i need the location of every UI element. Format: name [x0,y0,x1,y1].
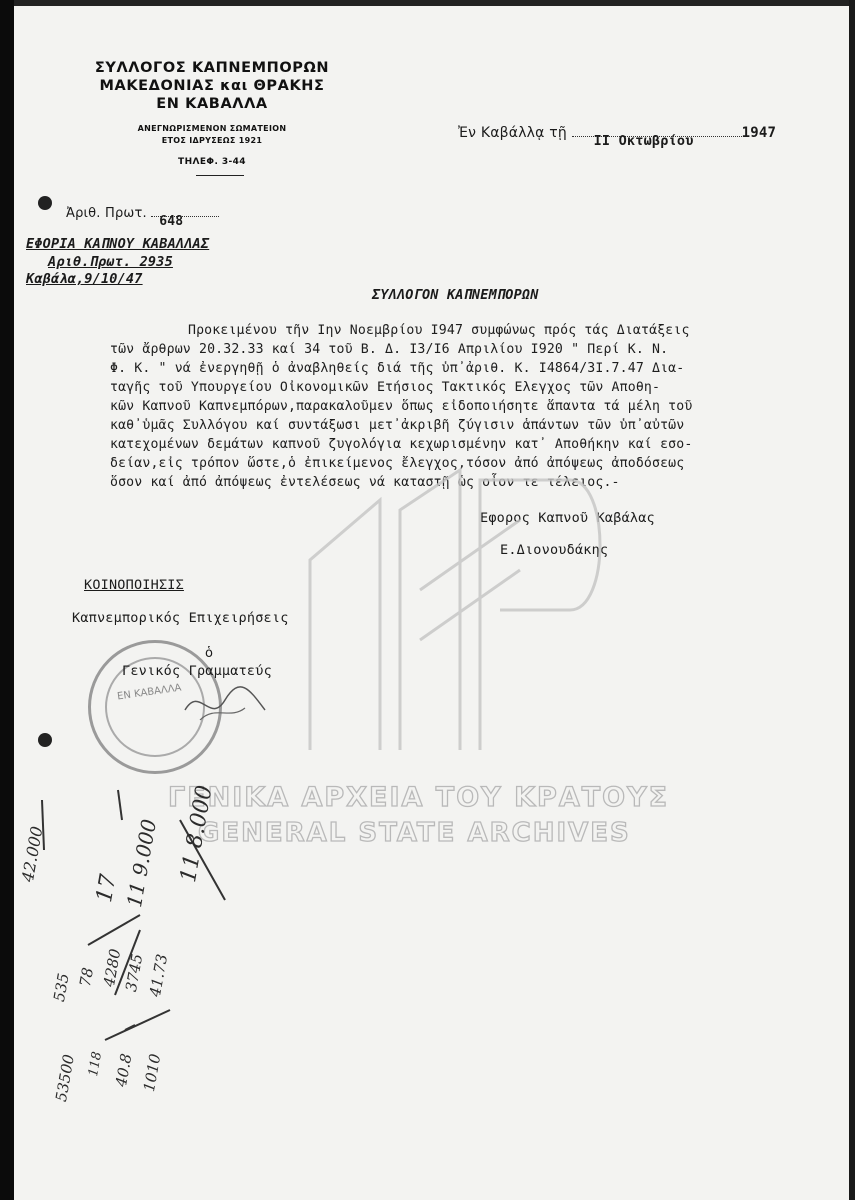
letterhead-line3: ΕΝ ΚΑΒΑΛΛΑ [156,96,268,112]
body-line-5: κῶν Καπνοῦ Καπνεμπόρων,παρακαλοῦμεν ὅπως εἰδοποιήσητε ἅπαντα τά μέλη τοῦ [110,399,693,414]
body-line-8: δείαν,εἰς τρόπον ὥστε,ὁ ἐπικείμενος ἔλεγχος,τόσον ἀπό ἀπόψεως ἀποδόσεως [110,456,685,471]
hand-number-5: 535 [50,971,73,1004]
body-line-6: καθ᾽ὑμᾶς Συλλόγου καί συντάξωσι μετ᾽ἀκριβῆ ζύγισιν ἁπάντων τῶν ὑπ᾽αὐτῶν [110,418,685,433]
hand-number-7: 4280 [100,947,125,989]
secretary-article: ὁ [205,646,214,661]
addressee: ΣΥΛΛΟΓΟΝ ΚΑΠΝΕΜΠΟΡΩΝ [372,287,539,303]
scan-edge-top [0,0,855,6]
stamp-text: ΕΝ ΚΑΒΑΛΛΑ [116,682,183,703]
hand-number-8: 3745 [122,952,147,994]
body-line-3: Φ. Κ. " νά ἐνεργηθῇ ὁ ἀναβληθείς διά τῆς ὑπ᾽ἀριθ. Κ. Ι4864/3Ι.7.47 Δια- [110,361,685,376]
cc-recipient: Καπνεμπορικός Επιχειρήσεις [72,610,289,626]
letterhead-phone: ΤΗΛΕΦ. 3-44 [178,157,246,167]
scan-edge-left [0,0,14,1200]
protocol-line [66,206,219,229]
cc-heading: ΚΟΙΝΟΠΟΙΗΣΙΣ [84,577,184,593]
date-prefix: Ἐν Καβάλλᾳ τῇ [458,125,567,141]
body-line-2: τῶν ἄρθρων 20.32.33 καί 34 τοῦ Β. Δ. Ι3/Ι6 Απριλίου Ι920 " Περί Κ. Ν. [110,342,669,357]
signature-name: Ε.Διονουδάκης [500,542,609,558]
hand-number-10: 53500 [52,1053,79,1104]
body-line-4: ταγῆς τοῦ Υπουργείου Οἰκονομικῶν Ετήσιος Τακτικός Ελεγχος τῶν Αποθη- [110,380,661,395]
letterhead-line1: ΣΥΛΛΟΓΟΣ ΚΑΠΝΕΜΠΟΡΩΝ [94,60,330,76]
watermark-english: GENERAL STATE ARCHIVES [198,818,631,848]
hand-number-11: 118 [86,1050,106,1078]
hand-number-6: 78 [76,966,98,989]
hand-number-13: 1010 [140,1052,165,1094]
date-day-month: ΙΙ Οκτωβρίου [593,133,694,149]
letterhead-divider [196,175,244,176]
handwritten-signature [180,680,270,730]
hand-number-4: 11 8.000 [176,783,218,885]
hand-number-12: 40.8 [112,1052,136,1089]
sender-office: ΕΦΟΡΙΑ ΚΑΠΝΟΥ ΚΑΒΑΛΛΑΣ [26,236,210,252]
protocol-number: 648 [159,214,184,229]
letterhead-line2: ΜΑΚΕΔΟΝΙΑΣ και ΘΡΑΚΗΣ [99,78,325,94]
punch-hole-top [38,196,52,210]
body-line-9: ὅσον καί ἀπό ἀπόψεως ἐντελέσεως νά καταστῇ ὡς οἷον τε τέλειος.- [110,475,620,490]
protocol-dotted-field [151,214,219,229]
body-line-7: κατεχομένων δεμάτων καπνοῦ ζυγολόγια κεχωρισμένην κατ᾽ Αποθήκην καί εσο- [110,437,693,452]
hand-number-2: 17 [92,872,122,905]
sender-date: Καβάλα,9/10/47 [26,271,143,287]
archive-logo-watermark [290,440,610,770]
hand-number-9: 41.73 [146,952,172,999]
hand-number-1: 42.000 [18,824,47,884]
protocol-label: Ἀριθ. Πρωτ. [66,206,147,221]
date-line [458,125,777,149]
hand-number-3: 11 9.000 [122,817,162,910]
date-dotted-field [572,133,742,149]
secretary-title: Γενικός Γραμματεύς [122,663,272,679]
body-line-1: Προκειμένου τῆν Ιην Νοεμβρίου Ι947 συμφώνως πρός τάς Διατάξεις [188,323,690,338]
sender-protocol: Αριθ.Πρωτ. 2935 [48,254,173,270]
signature-title: Εφορος Καπνοῦ Καβάλας [480,510,655,526]
scan-edge-right [849,0,855,1200]
letterhead-recognized: ΑΝΕΓΝΩΡΙΣΜΕΝΟΝ ΣΩΜΑΤΕΙΟΝ [137,124,287,133]
watermark-greek: ΓΕΝΙΚΑ ΑΡΧΕΙΑ ΤΟΥ ΚΡΑΤΟΥΣ [168,782,670,813]
punch-hole-bottom [38,733,52,747]
date-year: 1947 [741,125,777,141]
letterhead-founded: ΕΤΟΣ ΙΔΡΥΣΕΩΣ 1921 [161,136,263,145]
